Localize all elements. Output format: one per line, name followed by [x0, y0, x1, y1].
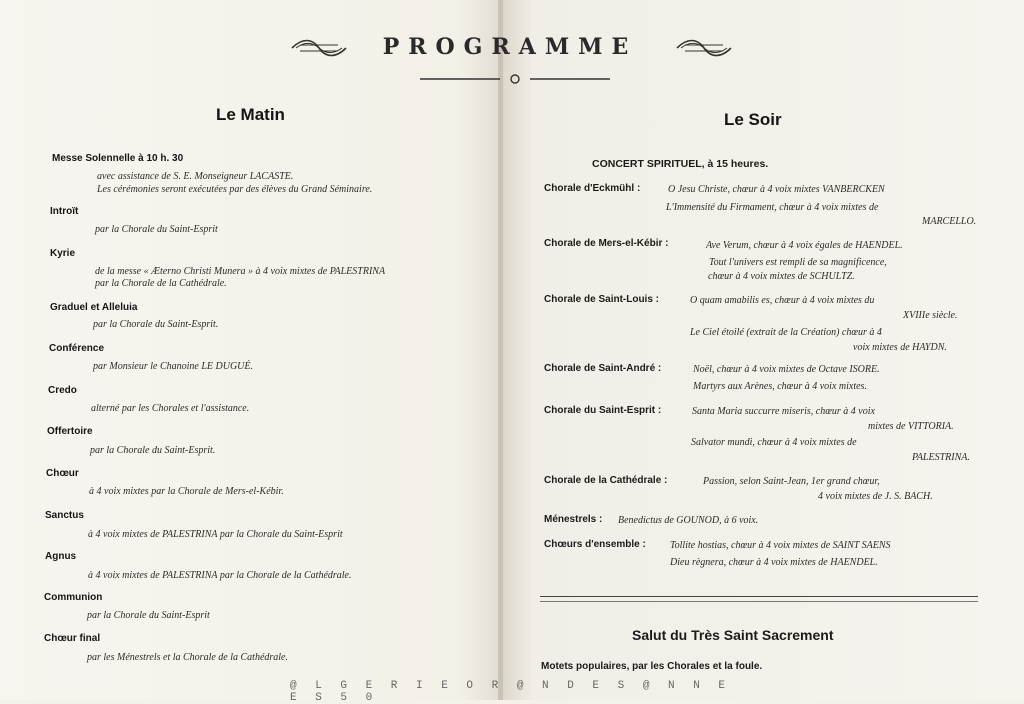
item-label-introit: Introït — [50, 206, 79, 217]
flourish-left-icon — [290, 36, 348, 60]
choir-label-menestrels: Ménestrels : — [544, 514, 603, 525]
item-text-messe-1: avec assistance de S. E. Monseigneur LACASTE. — [97, 171, 294, 182]
motets-text: Motets populaires, par les Chorales et la foule. — [541, 661, 763, 672]
morning-title: Le Matin — [216, 105, 285, 124]
choir-text-cathedrale-1: Passion, selon Saint-Jean, 1er grand chœur, — [703, 476, 880, 487]
item-text-introit: par la Chorale du Saint-Esprit — [95, 224, 218, 235]
item-label-agnus: Agnus — [45, 551, 77, 562]
programme-title: PROGRAMME — [382, 34, 638, 60]
choir-text-ensemble-2: Dieu règnera, chœur à 4 voix mixtes de HAENDEL. — [670, 557, 878, 568]
choir-label-saint-louis: Chorale de Saint-Louis : — [544, 294, 660, 305]
item-label-sanctus: Sanctus — [45, 510, 84, 521]
choir-text-esprit-3: Salvator mundi, chœur à 4 voix mixtes de — [691, 437, 857, 448]
choir-text-andre-2: Martyrs aux Arènes, chœur à 4 voix mixtes. — [693, 381, 867, 392]
choir-text-louis-3: Le Ciel étoilé (extrait de la Création) chœur à 4 — [690, 327, 882, 338]
choir-text-andre-1: Noël, chœur à 4 voix mixtes de Octave ISORE. — [693, 364, 880, 375]
title-ornament-rule — [420, 72, 610, 86]
choir-label-cathedrale: Chorale de la Cathédrale : — [544, 475, 668, 486]
item-text-kyrie-1: de la messe « Æterno Christi Munera » à 4 voix mixtes de PALESTRINA — [95, 266, 386, 277]
item-text-sanctus: à 4 voix mixtes de PALESTRINA par la Chorale du Saint-Esprit — [88, 529, 343, 540]
choir-text-mers-2: Tout l'univers est rempli de sa magnificence, — [709, 257, 887, 268]
choir-text-eckmuhl-3: MARCELLO. — [922, 216, 977, 227]
flourish-right-icon — [675, 36, 733, 60]
choir-label-saint-esprit: Chorale du Saint-Esprit : — [544, 405, 662, 416]
choir-text-cathedrale-2: 4 voix mixtes de J. S. BACH. — [818, 491, 933, 502]
item-text-conference: par Monsieur le Chanoine LE DUGUÉ. — [93, 361, 253, 372]
choir-text-mers-1: Ave Verum, chœur à 4 voix égales de HAENDEL. — [706, 240, 903, 251]
choir-label-ensemble: Chœurs d'ensemble : — [544, 539, 646, 550]
item-label-kyrie: Kyrie — [50, 248, 76, 259]
choir-text-louis-4: voix mixtes de HAYDN. — [853, 342, 947, 353]
programme-header — [280, 30, 750, 90]
item-text-messe-2: Les cérémonies seront exécutées par des élèves du Grand Séminaire. — [97, 184, 373, 195]
choir-label-eckmuhl: Chorale d'Eckmühl : — [544, 183, 641, 194]
choir-text-esprit-1: Santa Maria succurre miseris, chœur à 4 voix — [692, 406, 875, 417]
choir-text-menestrels: Benedictus de GOUNOD, à 6 voix. — [618, 515, 759, 526]
choir-text-ensemble-1: Tollite hostias, chœur à 4 voix mixtes de SAINT SAENS — [670, 540, 891, 551]
choir-label-saint-andre: Chorale de Saint-André : — [544, 363, 662, 374]
choir-label-mers-el-kebir: Chorale de Mers-el-Kébir : — [544, 238, 669, 249]
concert-heading: CONCERT SPIRITUEL, à 15 heures. — [592, 158, 769, 170]
item-label-conference: Conférence — [49, 343, 105, 354]
item-label-communion: Communion — [44, 592, 103, 603]
item-text-choeur: à 4 voix mixtes par la Chorale de Mers-el-Kébir. — [89, 486, 284, 497]
item-text-credo: alterné par les Chorales et l'assistance. — [91, 403, 250, 414]
item-label-credo: Credo — [48, 385, 77, 396]
item-label-choeur-final: Chœur final — [44, 633, 101, 644]
page-gutter — [498, 0, 503, 700]
choir-text-esprit-2: mixtes de VITTORIA. — [868, 421, 954, 432]
item-text-communion: par la Chorale du Saint-Esprit — [87, 610, 210, 621]
choir-text-eckmuhl-1: O Jesu Christe, chœur à 4 voix mixtes VANBERCKEN — [668, 184, 885, 195]
item-label-choeur: Chœur — [46, 468, 79, 479]
choir-text-esprit-4: PALESTRINA. — [912, 452, 970, 463]
choir-text-louis-2: XVIIIe siècle. — [903, 310, 958, 321]
choir-text-eckmuhl-2: L'Immensité du Firmament, chœur à 4 voix mixtes de — [666, 202, 879, 213]
item-label-offertoire: Offertoire — [47, 426, 93, 437]
item-label-graduel: Graduel et Alleluia — [50, 302, 138, 313]
footer-watermark: @ L G E R I E O R @ N D E S @ N N E E S 5 0 — [290, 680, 732, 704]
item-text-agnus: à 4 voix mixtes de PALESTRINA par la Chorale de la Cathédrale. — [88, 570, 352, 581]
section-divider — [540, 596, 978, 602]
choir-text-mers-3: chœur à 4 voix mixtes de SCHULTZ. — [708, 271, 855, 282]
salut-heading: Salut du Très Saint Sacrement — [632, 627, 834, 643]
item-text-offertoire: par la Chorale du Saint-Esprit. — [90, 445, 216, 456]
item-text-kyrie-2: par la Chorale de la Cathédrale. — [95, 278, 227, 289]
item-text-graduel: par la Chorale du Saint-Esprit. — [93, 319, 219, 330]
item-text-choeur-final: par les Ménestrels et la Chorale de la Cathédrale. — [87, 652, 288, 663]
evening-title: Le Soir — [724, 110, 782, 129]
choir-text-louis-1: O quam amabilis es, chœur à 4 voix mixtes du — [690, 295, 875, 306]
item-label-messe: Messe Solennelle à 10 h. 30 — [52, 153, 184, 164]
